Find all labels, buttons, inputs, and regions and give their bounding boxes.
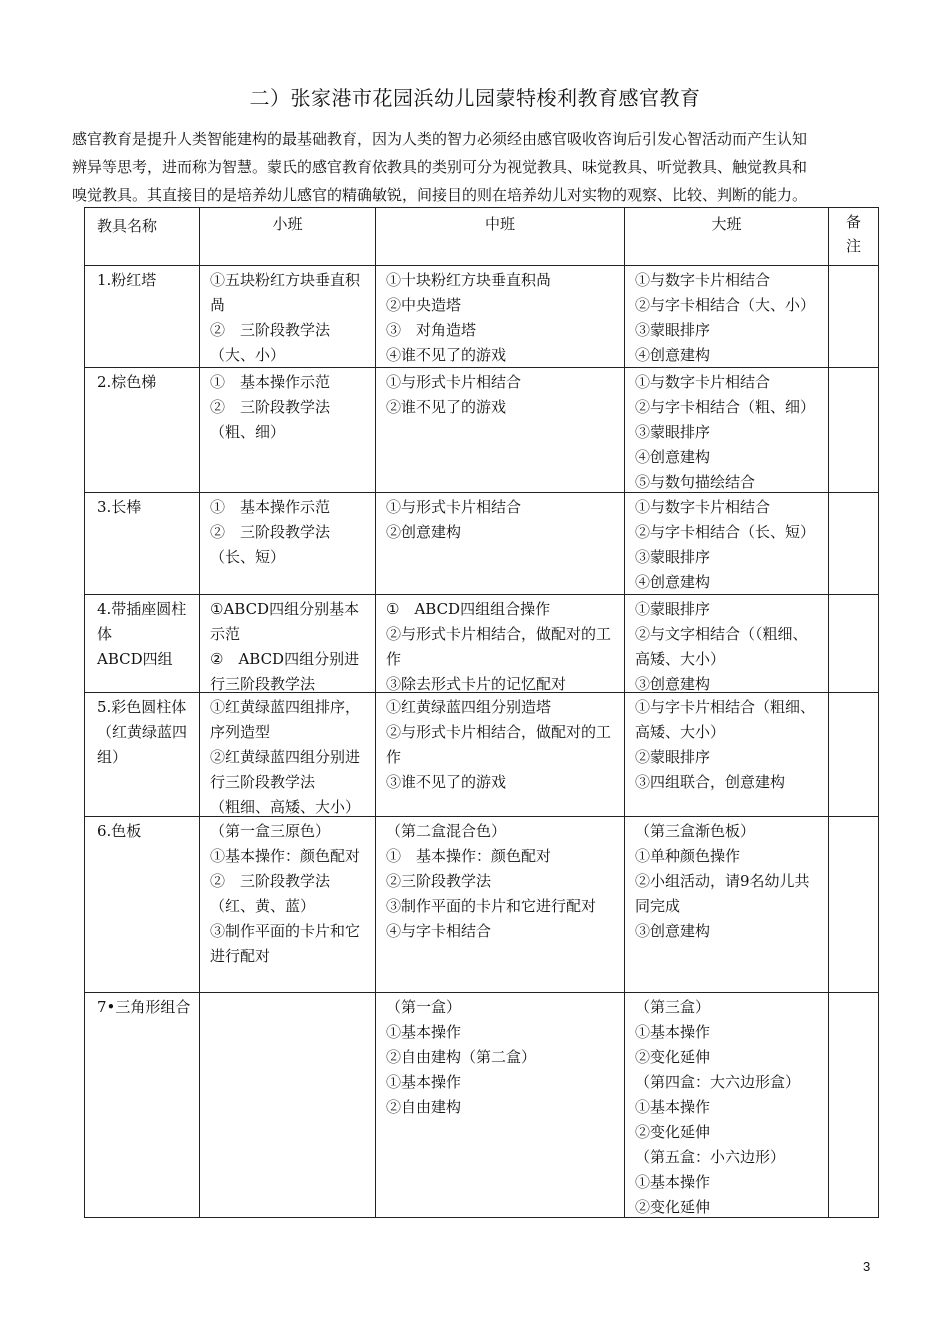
cell-line: ① ABCD四组组合操作 [386, 600, 551, 618]
cell-line: ABCD四组 [97, 650, 173, 668]
cell-line: ②谁不见了的游戏 [386, 398, 507, 416]
cell-middle [376, 493, 625, 595]
cell-name [85, 266, 200, 368]
table-row [85, 493, 879, 595]
cell-large [625, 266, 829, 368]
cell-small [200, 817, 376, 993]
sensory-tools-table [84, 207, 879, 1218]
cell-line: ⑤与数句描绘结合 [635, 473, 756, 491]
cell-remark [829, 993, 879, 1218]
cell-line: ②与形式卡片相结合，做配对的工作 [386, 723, 612, 766]
header-middle-class: 中班 [376, 208, 625, 266]
cell-line: ①ABCD四组分别基本示范 [210, 600, 360, 643]
cell-line: ① 基本操作示范 [210, 498, 331, 516]
cell-middle [376, 817, 625, 993]
cell-remark [829, 266, 879, 368]
table-row [85, 266, 879, 368]
cell-name [85, 993, 200, 1218]
table-row [85, 993, 879, 1218]
cell-line: ②蒙眼排序 [635, 748, 711, 766]
cell-remark [829, 693, 879, 817]
cell-line: ②自由建构 [386, 1098, 462, 1116]
cell-middle [376, 266, 625, 368]
cell-line: ③蒙眼排序 [635, 548, 711, 566]
intro-line: 辨异等思考，进而称为智慧。蒙氏的感官教育依教具的类别可分为视觉教具、味觉教具、听觉教具、触觉教具和 [72, 158, 808, 176]
table-row [85, 817, 879, 993]
cell-large [625, 595, 829, 693]
cell-line: （第二盒混合色） [386, 822, 507, 840]
cell-line: ②变化延伸 [635, 1048, 711, 1066]
cell-line: （第四盒：大六边形盒） [635, 1073, 801, 1091]
cell-line: （第一盒） [386, 998, 462, 1016]
cell-small [200, 493, 376, 595]
cell-line: ④与字卡相结合 [386, 922, 492, 940]
header-tool-name: 教具名称 [85, 208, 200, 266]
cell-line: ①蒙眼排序 [635, 600, 711, 618]
cell-line: ①基本操作 [635, 1023, 711, 1041]
cell-large [625, 368, 829, 493]
intro-line: 感官教育是提升人类智能建构的最基础教育，因为人类的智力必须经由感官吸收咨询后引发心智活动而产生认知 [72, 130, 808, 148]
cell-line: ③四组联合，创意建构 [635, 773, 786, 791]
cell-line: ③创意建构 [635, 922, 711, 940]
cell-line: ①与形式卡片相结合 [386, 498, 522, 516]
cell-line: ①基本操作：颜色配对 [210, 847, 361, 865]
page-title: 二）张家港市花园浜幼儿园蒙特梭利教育感官教育 [249, 86, 701, 110]
cell-line: ③谁不见了的游戏 [386, 773, 507, 791]
cell-small [200, 368, 376, 493]
cell-remark [829, 595, 879, 693]
cell-line: ①十块粉红方块垂直积咼 [386, 271, 552, 289]
cell-line: ①与形式卡片相结合 [386, 373, 522, 391]
cell-line: ①基本操作 [386, 1023, 462, 1041]
cell-line: 2.棕色梯 [97, 373, 157, 391]
cell-middle [376, 595, 625, 693]
cell-middle [376, 693, 625, 817]
cell-line: 4.带插座圆柱体 [97, 600, 187, 643]
page-number: 3 [863, 1259, 871, 1274]
cell-line: ①基本操作 [386, 1073, 462, 1091]
cell-line: ②与字卡相结合（粗、细） [635, 398, 816, 416]
cell-line: ③制作平面的卡片和它进行配对 [210, 922, 361, 965]
cell-name [85, 493, 200, 595]
cell-line: ① 基本操作示范 [210, 373, 331, 391]
cell-line: ②中央造塔 [386, 296, 462, 314]
cell-line: 7•三角形组合 [97, 998, 191, 1016]
cell-line: ①与数字卡片相结合 [635, 271, 771, 289]
cell-line: ①红黄绿蓝四组分别造塔 [386, 698, 552, 716]
cell-line: ①与数字卡片相结合 [635, 373, 771, 391]
header-remark: 备注 [829, 208, 879, 266]
cell-line: ③蒙眼排序 [635, 321, 711, 339]
cell-line: ②小组活动，请9名幼儿共同完成 [635, 872, 810, 915]
cell-line: ② 三阶段教学法（大、小） [210, 321, 331, 364]
cell-line: （第一盒三原色） [210, 822, 331, 840]
cell-line: ④创意建构 [635, 346, 711, 364]
cell-line: ④创意建构 [635, 573, 711, 591]
cell-line: ①与数字卡片相结合 [635, 498, 771, 516]
cell-line: （粗细、高矮、大小） [210, 798, 361, 816]
cell-middle [376, 993, 625, 1218]
cell-small [200, 693, 376, 817]
cell-line: ② 三阶段教学法（长、短） [210, 523, 331, 566]
cell-line: ③制作平面的卡片和它进行配对 [386, 897, 597, 915]
header-large-class: 大班 [625, 208, 829, 266]
cell-line: ②三阶段教学法 [386, 872, 492, 890]
cell-remark [829, 493, 879, 595]
cell-line: ②与字卡相结合（大、小） [635, 296, 816, 314]
cell-large [625, 817, 829, 993]
cell-middle [376, 368, 625, 493]
cell-line: ③除去形式卡片的记忆配对 [386, 675, 567, 692]
cell-line: ②创意建构 [386, 523, 462, 541]
cell-line: 5.彩色圆柱体（红黄绿蓝四组） [97, 698, 188, 766]
cell-line: ③ 对角造塔 [386, 321, 477, 339]
header-small-class: 小班 [200, 208, 376, 266]
cell-small [200, 595, 376, 693]
cell-large [625, 993, 829, 1218]
table-row [85, 693, 879, 817]
cell-line: ② ABCD四组分别进行三阶段教学法 [210, 650, 360, 692]
cell-line: ②与文字相结合（（粗细、高矮、大小） [635, 625, 808, 668]
cell-line: ①与字卡片相结合（粗细、高矮、大小） [635, 698, 816, 741]
intro-paragraph [72, 125, 908, 209]
cell-large [625, 693, 829, 817]
table-header-row [85, 208, 879, 266]
cell-name [85, 817, 200, 993]
cell-line: （第三盒渐色板） [635, 822, 756, 840]
cell-line: （第五盒：小六边形） [635, 1148, 786, 1166]
cell-small [200, 993, 376, 1218]
cell-remark [829, 368, 879, 493]
cell-line: ② 三阶段教学法（粗、细） [210, 398, 331, 441]
cell-line: ④创意建构 [635, 448, 711, 466]
cell-line: ②变化延伸 [635, 1198, 711, 1216]
cell-line: ①单种颜色操作 [635, 847, 741, 865]
cell-line: ① 基本操作：颜色配对 [386, 847, 552, 865]
cell-line: 3.长棒 [97, 498, 142, 516]
cell-line: ②变化延伸 [635, 1123, 711, 1141]
cell-line: ②与字卡相结合（长、短） [635, 523, 816, 541]
table-row [85, 368, 879, 493]
cell-line: ③蒙眼排序 [635, 423, 711, 441]
cell-line: ②红黄绿蓝四组分别进行三阶段教学法 [210, 748, 361, 791]
cell-name [85, 595, 200, 693]
cell-line: ②与形式卡片相结合，做配对的工作 [386, 625, 612, 668]
cell-large [625, 493, 829, 595]
cell-line: （第三盒） [635, 998, 711, 1016]
cell-line: ①基本操作 [635, 1098, 711, 1116]
cell-line: ③创意建构 [635, 675, 711, 692]
cell-line: ①红黄绿蓝四组排序，序列造型 [210, 698, 361, 741]
cell-line: ④谁不见了的游戏 [386, 346, 507, 364]
cell-small [200, 266, 376, 368]
cell-line: ②自由建构（第二盒） [386, 1048, 537, 1066]
cell-line: 6.色板 [97, 822, 142, 840]
intro-line: 嗅觉教具。其直接目的是培养幼儿感官的精确敏锐，间接目的则在培养幼儿对实物的观察、比较、判断的能力。 [72, 186, 808, 204]
cell-remark [829, 817, 879, 993]
cell-name [85, 693, 200, 817]
cell-line: 1.粉红塔 [97, 271, 157, 289]
table-row [85, 595, 879, 693]
cell-line: ② 三阶段教学法（红、黄、蓝） [210, 872, 331, 915]
cell-line: ①五块粉红方块垂直积咼 [210, 271, 361, 314]
cell-name [85, 368, 200, 493]
cell-line: ①基本操作 [635, 1173, 711, 1191]
